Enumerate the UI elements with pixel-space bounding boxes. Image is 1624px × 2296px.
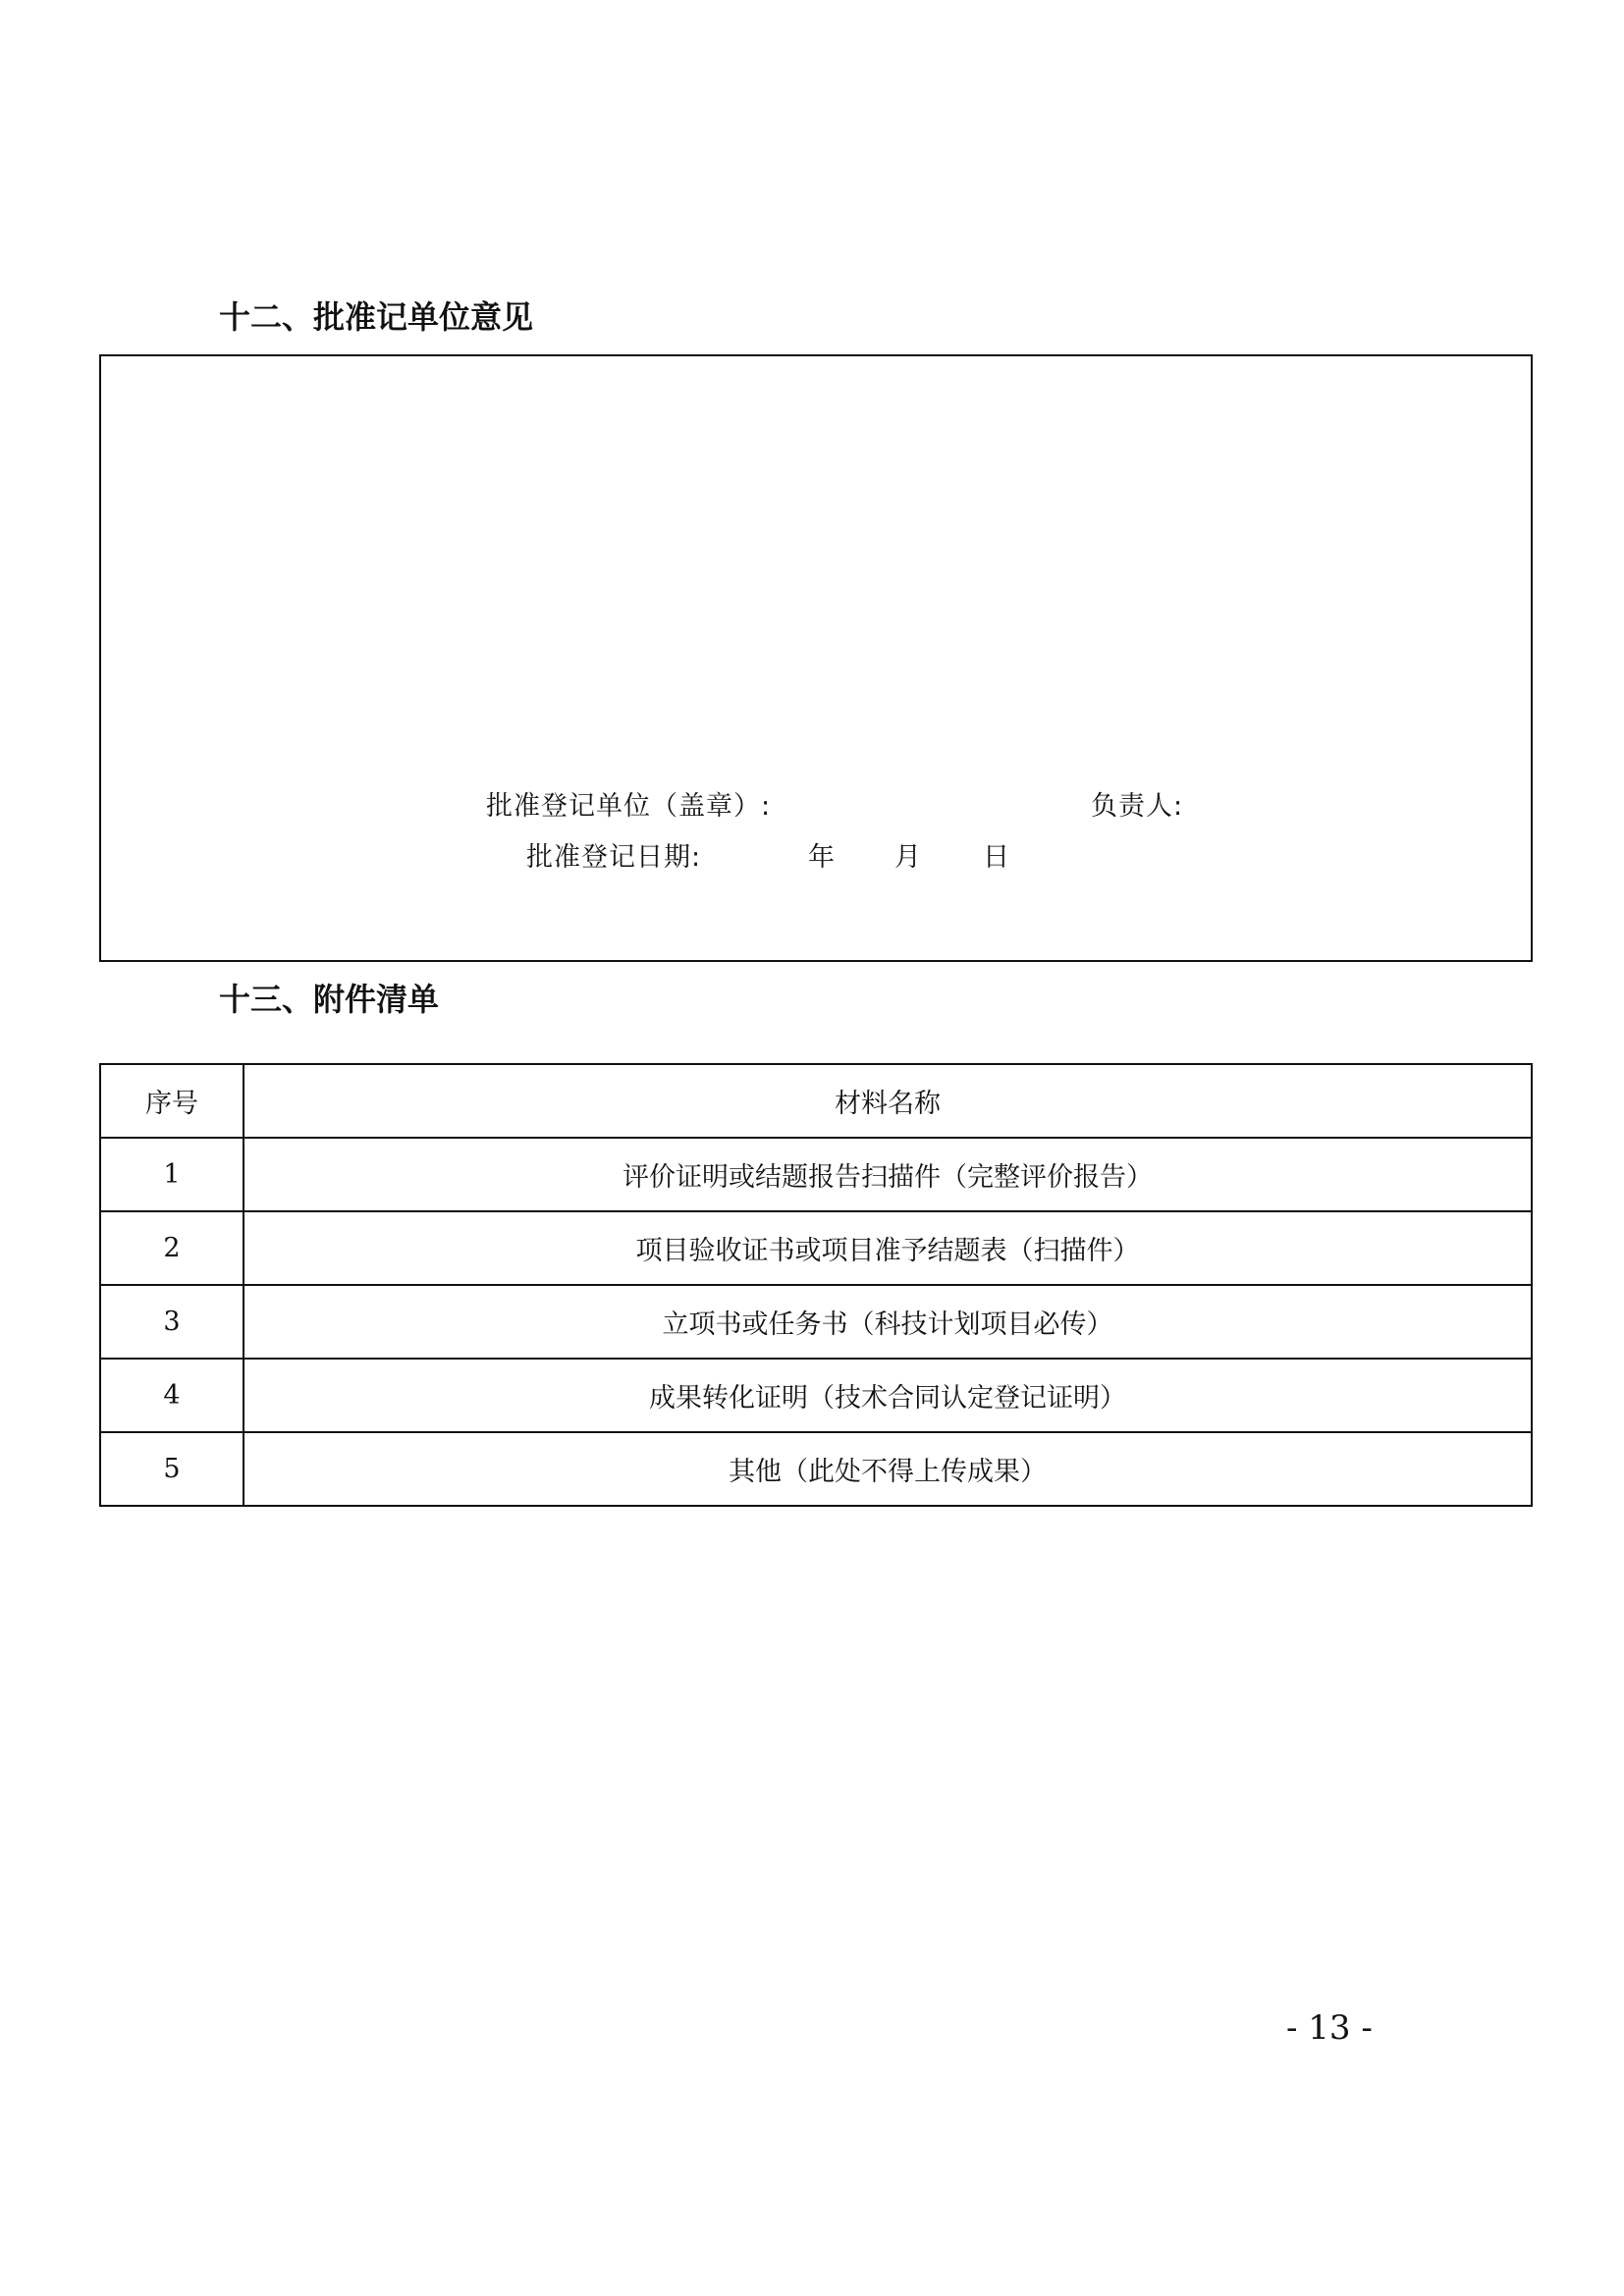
row-serial-number: 4 [100, 1359, 244, 1432]
date-year-label: 年 [808, 842, 836, 873]
header-serial-number: 序号 [100, 1064, 244, 1138]
page-number: - 13 - [1286, 2008, 1373, 2048]
approval-unit-seal-label: 批准登记单位（盖章）: [486, 791, 772, 822]
date-month-label: 月 [894, 842, 922, 873]
responsible-person-label: 负责人: [1091, 791, 1184, 822]
row-material-name: 项目验收证书或项目准予结题表（扫描件） [244, 1211, 1532, 1285]
table-row [100, 1359, 1532, 1432]
date-day-label: 日 [983, 842, 1010, 873]
approval-opinion-box [99, 354, 1533, 962]
table-header-row [100, 1064, 1532, 1138]
approval-date-label: 批准登记日期: [526, 842, 702, 873]
row-material-name: 评价证明或结题报告扫描件（完整评价报告） [244, 1138, 1532, 1211]
row-serial-number: 2 [100, 1211, 244, 1285]
table-row [100, 1285, 1532, 1359]
row-material-name: 其他（此处不得上传成果） [244, 1432, 1532, 1506]
attachment-list-table [99, 1063, 1533, 1507]
row-serial-number: 3 [100, 1285, 244, 1359]
row-serial-number: 1 [100, 1138, 244, 1211]
table-row [100, 1432, 1532, 1506]
table-row [100, 1138, 1532, 1211]
section-13-heading: 十三、附件清单 [219, 981, 440, 1018]
row-material-name: 成果转化证明（技术合同认定登记证明） [244, 1359, 1532, 1432]
header-material-name: 材料名称 [244, 1064, 1532, 1138]
table-row [100, 1211, 1532, 1285]
row-serial-number: 5 [100, 1432, 244, 1506]
row-material-name: 立项书或任务书（科技计划项目必传） [244, 1285, 1532, 1359]
section-12-heading: 十二、批准记单位意见 [219, 298, 534, 336]
